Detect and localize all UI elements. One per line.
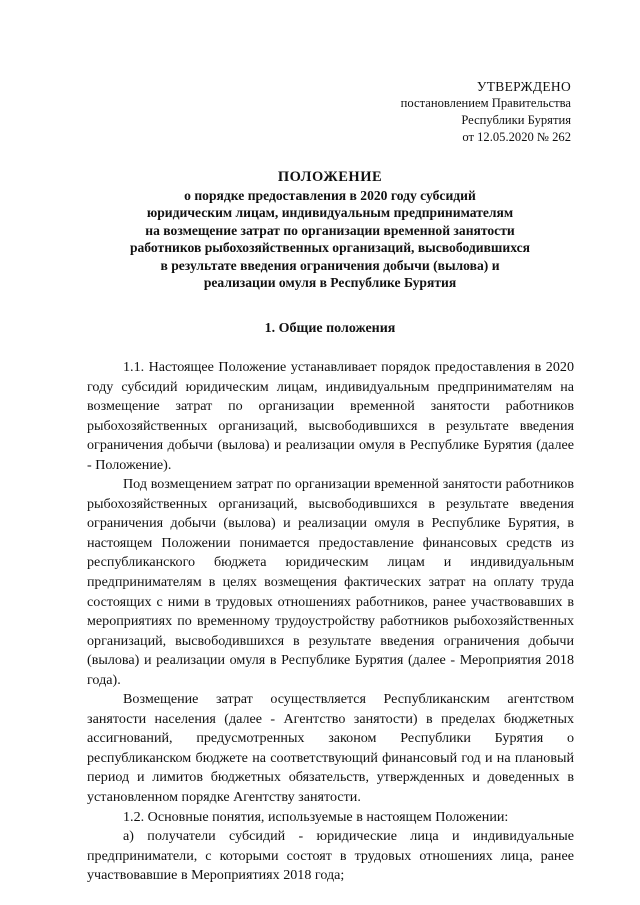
paragraph-definition: Под возмещением затрат по организации временной занятости работников рыбохозяйственных организаций, высвободившихся в результате введения ограничения добычи (вылова) и реализации омуля в Республике Бурятия, в настоящем Положении понимается предоставление финансовых средств из республиканского бюджета юридическим лицам и индивидуальным предпринимателям в целях возмещения фактических затрат на оплату труда состоящих с ними в трудовых отношениях работников, ранее участвовавших в мероприятиях по временному трудоустройству работников рыбохозяйственных организаций, высвободившихся в результате введения ограничения добычи (вылова) и реализации омуля в Республике Бурятия (далее - Мероприятия 2018 года). (87, 476, 574, 688)
paragraph-1-1: 1.1. Настоящее Положение устанавливает порядок предоставления в 2020 году субсидий юридическим лицам, индивидуальным предпринимателям на возмещение затрат по организации временной занятости работников рыбохозяйственных организаций, высвободившихся в результате введения ограничения добычи (вылова) и реализации омуля в Республике Бурятия (далее - Положение). (87, 359, 574, 473)
document-body (87, 358, 574, 886)
title-main: ПОЛОЖЕНИЕ (277, 169, 383, 185)
title-line-2: юридическим лицам, индивидуальным предпринимателям (146, 205, 514, 220)
approval-line-2: Республики Бурятия (461, 113, 571, 127)
approval-line-1: постановлением Правительства (400, 96, 571, 110)
approval-stamp (401, 78, 571, 146)
paragraph-1-2: 1.2. Основные понятия, используемые в настоящем Положении: (123, 808, 509, 825)
paragraph-reimbursement: Возмещение затрат осуществляется Республиканским агентством занятости населения (далее - Агентство занятости) в пределах бюджетных ассигнований, предусмотренных законом Республики Бурятия о республиканском бюджете на соответствующий финансовый год и на плановый период и лимитов бюджетных обязательств, утвержденных и доведенных в установленном порядке Агентству занятости. (87, 691, 574, 806)
title-line-5: в результате введения ограничения добычи (вылова) и (160, 257, 500, 273)
title-line-1: о порядке предоставления в 2020 году субсидий (184, 187, 476, 203)
section-heading: 1. Общие положения (264, 321, 396, 336)
approval-line-3: от 12.05.2020 № 262 (462, 130, 571, 144)
title-line-4: работников рыбохозяйственных организаций, высвободившихся (129, 240, 531, 255)
document-title (86, 169, 574, 292)
approval-heading: УТВЕРЖДЕНО (476, 79, 571, 94)
title-line-6: реализации омуля в Республике Бурятия (203, 275, 457, 290)
title-line-3: на возмещение затрат по организации временной занятости (145, 222, 515, 238)
paragraph-item-a: а) получатели субсидий - юридические лица и индивидуальные предприниматели, с которыми состоят в трудовых отношениях лица, ранее участвовавшие в Мероприятиях 2018 года; (87, 828, 574, 884)
